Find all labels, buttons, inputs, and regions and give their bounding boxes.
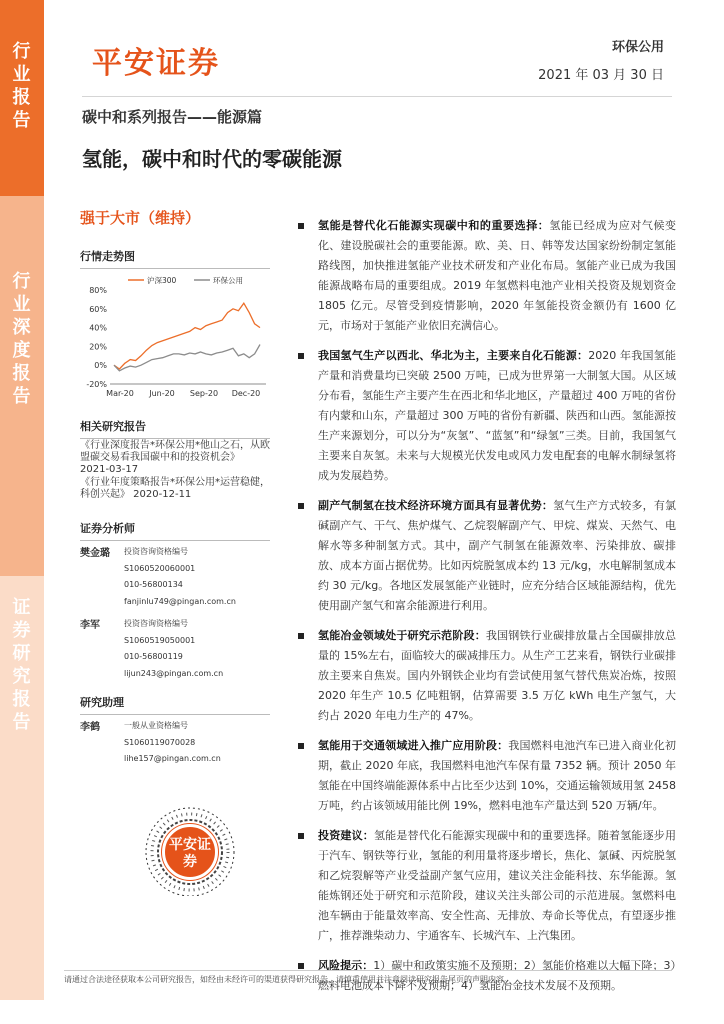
y-tick-label: 60% [89, 304, 107, 314]
series-line [114, 303, 260, 369]
license-number: S1060519050001 [124, 635, 196, 645]
key-point-lead: 氢能冶金领域处于研究示范阶段： [318, 629, 486, 642]
x-tick-label: Mar-20 [106, 389, 134, 398]
license-label: 一般从业资格编号 [124, 721, 188, 730]
key-point-text: 1）碳中和政策实施不及预期；2）氢能价格难以大幅下降；3）燃料电池成本下降不及预期；4）氢能冶金技术发展不及预期。 [318, 959, 677, 992]
qr-code[interactable] [130, 806, 250, 896]
key-point-lead: 副产气制氢在技术经济环境方面具有显著优势： [318, 499, 554, 512]
report-date: 2021 年 03 月 30 日 [538, 68, 664, 83]
email-link[interactable]: lihe157@pingan.com.cn [124, 754, 221, 763]
legend-label: 沪深300 [147, 276, 177, 285]
assistant-name: 李鹤 [80, 722, 100, 733]
email-link[interactable]: lijun243@pingan.com.cn [124, 668, 224, 678]
y-tick-label: 20% [89, 342, 107, 352]
key-point-lead: 氢能是替代化石能源实现碳中和的重要选择： [318, 219, 550, 232]
key-point-text: 氢能已经成为应对气候变化、建设脱碳社会的重要能源。欧、美、日、韩等发达国家纷纷制定氢能路线图，加快推进氢能产业技术研发和产业化布局。氢能产业已成为我国能源战略布局的重要组成。2019 年氢燃料电池产业相关投资及规划资金 1805 亿元。尽管受到疫情影响，2020 年氢能投资金额仍有 1600 亿元，市场对于氢能产业依旧充满信心。 [318, 219, 677, 332]
legend-label: 环保公用 [213, 276, 243, 285]
key-point-text: 2020 年我国氢能产量和消费量均已突破 2500 万吨，已成为世界第一大制氢大国。从区域分布看，氢能生产主要产生在西北和华北地区，产量超过 400 万吨的省份有内蒙和山东，产量超过 300 万吨的省份有新疆、陕西和山西。氢能源按生产来源划分，可以分为“灰氢”、“蓝氢”和“绿氢”三类。目前，我国氢气主要来自灰氢。未来与大规模光伏发电或风力发电配套的电解水制绿氢将成为发展趋势。 [318, 349, 677, 482]
y-tick-label: 40% [89, 323, 107, 333]
company-logo: 平安证券 [92, 46, 220, 81]
key-point-lead: 投资建议： [318, 829, 374, 842]
phone-number: 010-56800119 [124, 652, 183, 661]
key-point [296, 346, 676, 486]
key-point [296, 826, 676, 946]
analysts-heading: 证券分析师 [80, 520, 270, 541]
analyst-name: 李军 [80, 620, 100, 631]
header-divider [82, 96, 672, 97]
key-point-text: 氢气生产方式较多，有氯碱副产气、干气、焦炉煤气、乙烷裂解副产气、甲烷、煤炭、天然气、电解水等多种制氢方式。其中，副产气制氢在能源效率、污染排放、碳排放、成本方面占据优势。比如丙烷脱氢成本约 13 元/kg，水电解制氢成本约 30 元/kg。各地区发展氢能产业链时，应充分结合区域能源结构，优先使用副产氢气和富余能源进行利用。 [318, 499, 677, 612]
key-point-lead: 我国氢气生产以西北、华北为主，主要来自化石能源： [318, 349, 589, 362]
key-points [296, 216, 676, 996]
report-title: 氢能，碳中和时代的零碳能源 [82, 147, 342, 171]
assistants-heading: 研究助理 [80, 694, 270, 715]
license-number: S1060520060001 [124, 563, 196, 573]
series-line [114, 345, 260, 371]
footer-divider [64, 970, 672, 971]
x-tick-label: Jun-20 [149, 389, 175, 398]
analyst-name: 樊金璐 [80, 548, 110, 559]
key-point-lead: 风险提示： [318, 959, 374, 972]
sidebar-tag-in-depth-report: 行 业 深 度 报 告 [12, 271, 32, 407]
key-point [296, 736, 676, 816]
related-item[interactable]: 《行业年度策略报告*环保公用*运营稳健，科创兴起》 2020-12-11 [80, 477, 270, 500]
footer-disclaimer: 请通过合法途径获取本公司研究报告，如经由未经许可的渠道获得研究报告，请慎重使用并注意阅读研究报告尾页的声明内容。 [64, 975, 512, 984]
email-link[interactable]: fanjinlu749@pingan.com.cn [124, 596, 236, 606]
y-tick-label: 80% [89, 286, 107, 295]
trend-chart-svg [76, 270, 272, 412]
key-point [296, 626, 676, 726]
key-point [296, 216, 676, 336]
key-point-text: 我国燃料电池汽车已进入商业化初期，截止 2020 年底，我国燃料电池汽车保有量 7352 辆。预计 2050 年氢能在中国终端能源体系中占比至少达到 10%，交通运输领域用氢 2458 万吨，约占该领域用能比例 19%，燃料电池车产量达到 520 万辆/年。 [318, 739, 677, 812]
related-list [80, 440, 272, 502]
qr-logo-badge: 平安证券 [162, 824, 218, 880]
rating-label: 强于大市（维持） [80, 209, 201, 227]
key-point-lead: 氢能用于交通领域进入推广应用阶段： [318, 739, 509, 752]
related-heading: 相关研究报告 [80, 418, 270, 439]
x-tick-label: Sep-20 [189, 389, 219, 398]
y-tick-label: 0% [94, 361, 107, 371]
key-point-text: 我国钢铁行业碳排放量占全国碳排放总量的 15%左右，面临较大的碳减排压力。从生产工艺来看，钢铁行业碳排放主要来自焦炭。国内外钢铁企业均有尝试使用氢气替代焦炭冶炼，按照 2020 年生产 10.5 亿吨粗钢，估算需要 3.5 万亿 kWh 电生产氢气，大约占 2020 年电力生产的 47%。 [318, 629, 677, 722]
license-label: 投资咨询资格编号 [124, 547, 188, 556]
related-item[interactable]: 《行业深度报告*环保公用*他山之石，从欧盟碳交易看我国碳中和的投资机会》 2021-03-17 [80, 440, 270, 475]
sidebar-tag-securities-research: 证 券 研 究 报 告 [12, 597, 32, 733]
license-number: S1060119070028 [124, 737, 196, 747]
trend-chart [76, 270, 272, 412]
key-point-text: 氢能是替代化石能源实现碳中和的重要选择。随着氢能逐步用于汽车、钢铁等行业，氢能的利用量将逐步增长，焦化、氯碱、丙烷脱氢和乙烷裂解等产业受益副产氢气应用，建议关注金能科技、东华能源。氢能炼钢还处于研究和示范阶段，建议关注头部公司的示范进展。氢燃料电池车辆由于能量效率高、安全性高、无排放、寿命长等优点，有望逐步推广，推荐潍柴动力、宇通客车、长城汽车、上汽集团。 [318, 829, 676, 942]
x-tick-label: Dec-20 [231, 389, 261, 398]
key-point [296, 496, 676, 616]
sector-label: 环保公用 [611, 40, 664, 55]
series-title: 碳中和系列报告——能源篇 [82, 108, 263, 126]
sidebar-tag-industry-report: 行 业 报 告 [12, 41, 32, 131]
trend-heading: 行情走势图 [80, 248, 270, 269]
y-tick-label: -20% [86, 380, 107, 389]
license-label: 投资咨询资格编号 [124, 619, 188, 628]
phone-number: 010-56800134 [124, 580, 183, 589]
